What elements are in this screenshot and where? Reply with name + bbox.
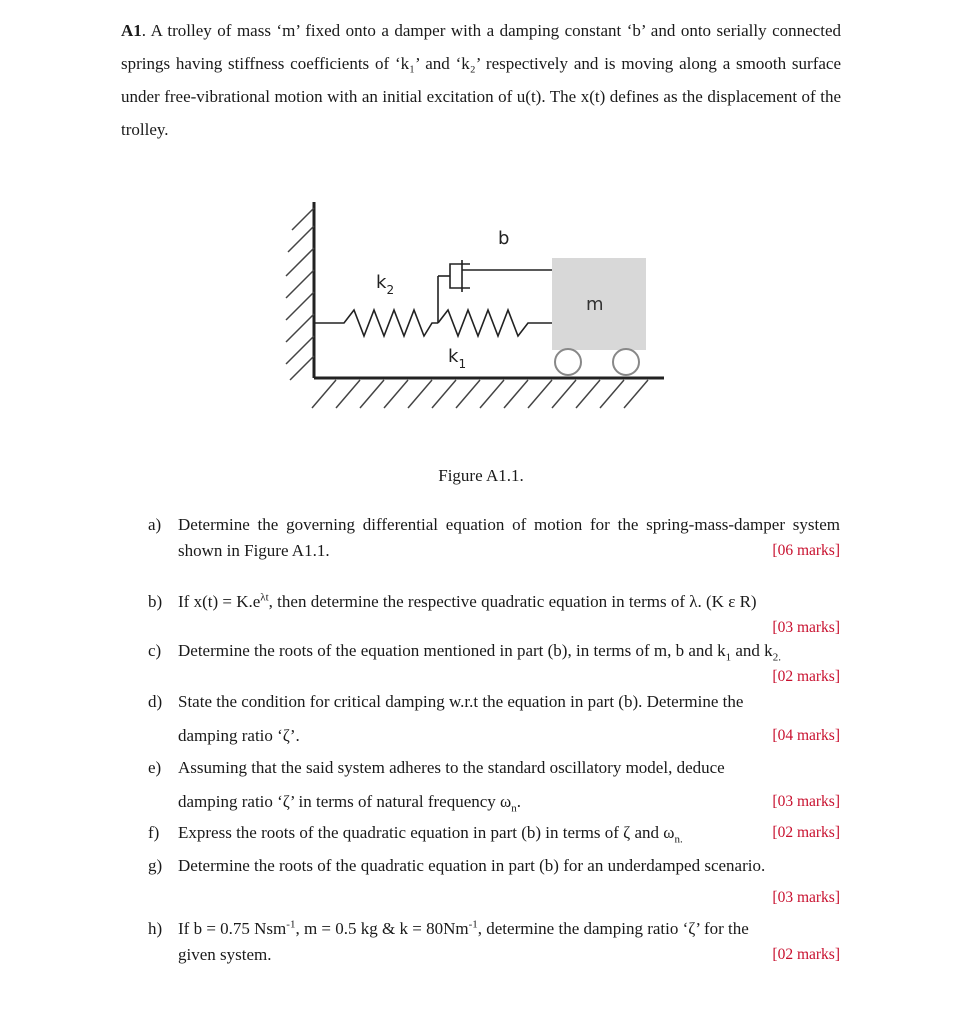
question-b — [148, 589, 840, 641]
marks: [06 marks] — [772, 542, 840, 559]
subscript: 1 — [725, 651, 732, 664]
wheel-left — [555, 349, 581, 375]
question-label: h) — [148, 919, 163, 938]
exponent: -1 — [468, 918, 478, 931]
question-c — [148, 638, 840, 690]
question-f — [148, 820, 840, 846]
question-a — [148, 512, 840, 564]
question-label: c) — [148, 641, 162, 660]
figure-caption: Figure A1.1. — [438, 466, 524, 485]
question-d — [148, 689, 840, 749]
wall-hatching — [286, 208, 314, 380]
question-text-line2: damping ratio ‘ζ’. — [178, 726, 300, 745]
question-text-cont: , m = 0.5 kg & k = 80Nm — [295, 919, 469, 938]
exponent: λt — [260, 591, 269, 604]
question-label: e) — [148, 758, 162, 777]
question-label: g) — [148, 856, 163, 875]
subscript: n — [511, 802, 517, 815]
question-label: d) — [148, 692, 163, 711]
subscript: 2. — [772, 651, 781, 664]
subscript: n. — [674, 833, 683, 846]
marks: [03 marks] — [772, 619, 840, 636]
label-m: m — [586, 294, 604, 315]
marks: [04 marks] — [772, 727, 840, 744]
question-h — [148, 916, 840, 968]
question-text: Express the roots of the quadratic equation in part (b) in terms of ζ and ω — [178, 823, 675, 842]
damper — [438, 260, 552, 323]
figure-a1-1 — [270, 190, 690, 420]
marks: [02 marks] — [772, 668, 840, 685]
marks: [03 marks] — [772, 889, 840, 906]
question-text-line2: given system. — [178, 945, 272, 964]
spring-k2 — [314, 310, 438, 336]
question-label: f) — [148, 823, 160, 842]
question-intro — [121, 14, 841, 146]
question-text-line2: damping ratio ‘ζ’ in terms of natural frequency ω — [178, 792, 512, 811]
question-text: Determine the roots of the quadratic equation in part (b) for an underdamped scenario. — [178, 856, 766, 875]
question-text: State the condition for critical damping w.r.t the equation in part (b). Determine the — [178, 692, 744, 711]
question-text: Determine the roots of the equation mentioned in part (b), in terms of m, b and k — [178, 641, 726, 660]
question-text-end: , determine the damping ratio ‘ζ’ for the — [477, 919, 749, 938]
question-text-end: . — [516, 792, 521, 811]
wheel-right — [613, 349, 639, 375]
question-number: A1 — [121, 21, 142, 40]
question-text-cont: and k — [731, 641, 773, 660]
marks: [02 marks] — [772, 824, 840, 841]
question-text-cont: , then determine the respective quadratic equation in terms of λ. (K ε R) — [268, 592, 757, 611]
spring-mass-damper-diagram — [270, 190, 690, 420]
label-b: b — [498, 228, 510, 249]
question-text: Determine the governing differential equation of motion for the spring-mass-damper system shown in Figure A1.1. — [178, 515, 840, 560]
question-text: Assuming that the said system adheres to the standard oscillatory model, deduce — [178, 758, 725, 777]
question-e — [148, 755, 840, 815]
question-label: a) — [148, 515, 162, 534]
label-k2: $k_2$ — [376, 272, 395, 297]
question-text: If x(t) = K.e — [178, 592, 261, 611]
label-k1: $k_1$ — [448, 346, 467, 371]
question-g — [148, 853, 840, 911]
marks: [02 marks] — [772, 946, 840, 963]
question-text: If b = 0.75 Nsm — [178, 919, 287, 938]
ground-hatching — [312, 380, 648, 408]
question-label: b) — [148, 592, 163, 611]
intro-text: . A trolley of mass ‘m’ fixed onto a damper with a damping constant ‘b’ and onto serially connected springs having stiffness coefficients of ‘k₁’ and ‘k₂’ respectively and is moving along a smooth surface under free-vibrational motion with an initial excitation of u(t). The x(t) defines as the displacement of the trolley. — [121, 21, 841, 139]
exponent: -1 — [286, 918, 296, 931]
spring-k1 — [438, 310, 552, 336]
marks: [03 marks] — [772, 793, 840, 810]
